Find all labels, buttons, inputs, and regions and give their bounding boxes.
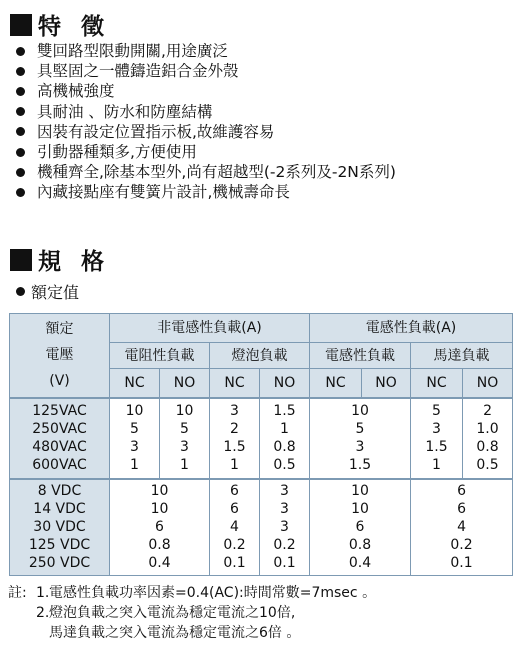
features-list (16, 41, 396, 203)
features-title: 特 徵 (38, 14, 111, 40)
nc-header: NC (110, 369, 160, 398)
bullet-icon (16, 148, 25, 157)
dc-motor-cell: 6 6 4 0.2 0.1 (411, 479, 513, 576)
notes (8, 583, 376, 643)
motor-header: 馬達負載 (411, 343, 513, 369)
list-item: 內藏接點座有雙簧片設計,機械壽命長 (16, 182, 396, 202)
dc-voltage-cell: 8 VDC 14 VDC 30 VDC 125 VDC 250 VDC (10, 479, 110, 576)
nc-header: NC (310, 369, 362, 398)
list-item: 雙回路型限動開關,用途廣泛 (16, 41, 396, 61)
inductive-header: 電感性負載(A) (310, 314, 513, 343)
bullet-icon (16, 107, 25, 116)
bullet-icon (16, 67, 25, 76)
no-header: NO (260, 369, 310, 398)
inductive-sub-header: 電感性負載 (310, 343, 411, 369)
note-1: 註: 1. 電感性負載功率因素=0.4(AC):時間常數=7msec 。 (8, 585, 377, 601)
ac-row-group (10, 398, 513, 479)
list-item: 具耐油 、防水和防塵結構 (16, 102, 396, 122)
bullet-icon (16, 47, 25, 56)
dc-row-group (10, 479, 513, 576)
list-item: 引動器種類多,方便使用 (16, 142, 396, 162)
dc-inductive-cell: 10 10 6 0.8 0.4 (310, 479, 411, 576)
bullet-icon (16, 287, 25, 296)
bullet-icon (16, 87, 25, 96)
ac-resistive-nc-cell: 10 5 3 1 (110, 398, 160, 479)
ac-lamp-nc-cell: 3 2 1.5 1 (210, 398, 260, 479)
dc-resistive-cell: 10 10 6 0.8 0.4 (110, 479, 210, 576)
ac-resistive-no-cell: 10 5 3 1 (160, 398, 210, 479)
list-item: 因裝有設定位置指示板,故維護容易 (16, 122, 396, 142)
spec-heading (10, 243, 110, 276)
ac-motor-nc-cell: 5 3 1.5 1 (411, 398, 463, 479)
nc-header: NC (411, 369, 463, 398)
ac-motor-no-cell: 2 1.0 0.8 0.5 (463, 398, 513, 479)
resistive-header: 電阻性負載 (110, 343, 210, 369)
nc-header: NC (210, 369, 260, 398)
lamp-header: 燈泡負載 (210, 343, 310, 369)
note-2: 2. 燈泡負載之突入電流為穩定電流之10倍, (36, 605, 296, 621)
bullet-icon (16, 127, 25, 136)
dc-lamp-no-cell: 3 3 3 0.2 0.1 (260, 479, 310, 576)
list-item: 具堅固之一體鑄造鋁合金外殼 (16, 61, 396, 81)
spec-title: 規 格 (38, 249, 111, 275)
rating-table (9, 313, 513, 576)
ac-lamp-no-cell: 1.5 1 0.8 0.5 (260, 398, 310, 479)
rated-values-label: 額定值 (16, 280, 79, 303)
bullet-icon (16, 188, 25, 197)
ac-inductive-cell: 10 5 3 1.5 (310, 398, 411, 479)
voltage-header: 額定 電壓 (V) (10, 314, 110, 398)
no-header: NO (362, 369, 411, 398)
bullet-icon (16, 168, 25, 177)
noninductive-header: 非電感性負載(A) (110, 314, 310, 343)
no-header: NO (463, 369, 513, 398)
ac-voltage-cell: 125VAC 250VAC 480VAC 600VAC (10, 398, 110, 479)
list-item: 機種齊全,除基本型外,尚有超越型(-2系列及-2N系列) (16, 162, 396, 182)
list-item: 高機械強度 (16, 81, 396, 101)
features-heading (10, 8, 110, 41)
heading-square-icon (10, 14, 32, 36)
no-header: NO (160, 369, 210, 398)
heading-square-icon (10, 249, 32, 271)
dc-lamp-nc-cell: 6 6 4 0.2 0.1 (210, 479, 260, 576)
note-2-cont: 馬達負載之突入電流為穩定電流之6倍 。 (49, 625, 301, 641)
